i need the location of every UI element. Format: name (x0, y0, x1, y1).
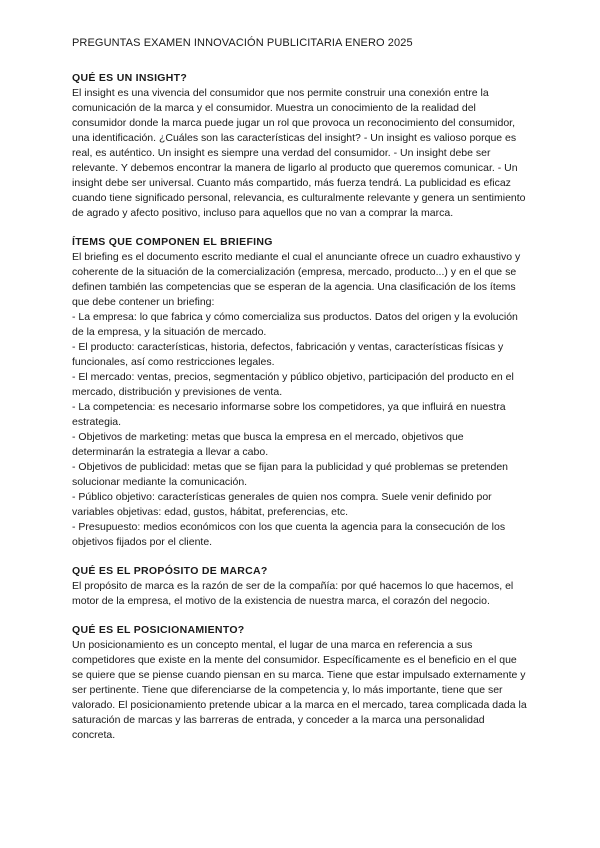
list-item: - Público objetivo: características generales de quien nos compra. Suele venir definido por variables objetivas: edad, gustos, hábitat, preferencias, etc. (72, 491, 492, 518)
paragraph: El propósito de marca es la razón de ser de la compañía: por qué hacemos lo que hacemos, el motor de la empresa, el motivo de la existencia de nuestra marca, el corazón del negocio. (72, 580, 514, 607)
section-posicionamiento (72, 623, 528, 743)
section-briefing (72, 235, 528, 550)
list-item: - Objetivos de publicidad: metas que se fijan para la publicidad y qué problemas se pretenden solucionar mediante la comunicación. (72, 461, 509, 488)
section-title: QUÉ ES EL POSICIONAMIENTO? (72, 624, 245, 636)
list-item: - El mercado: ventas, precios, segmentación y público objetivo, participación del producto en el mercado, distribución y previsiones de venta. (72, 371, 514, 398)
paragraph: El insight es una vivencia del consumidor que nos permite construir una conexión entre la comunicación de la marca y el consumidor. Muestra un conocimiento de la realidad del consumidor donde la marca puede jugar un rol que provoca un reconocimiento del consumidor, una identificación. ¿Cuáles son las características del insight? - Un insight es valioso porque es real, es auténtico. Un insight es siempre una verdad del consumidor. - Un insight debe ser relevante. Y debemos encontrar la manera de ligarlo al producto que queremos comunicar. - Un insight debe ser universal. Cuanto más compartido, más fuerza tendrá. La publicidad es eficaz cuando tiene significado personal, relevancia, es culturalmente relevante y genera un sentimiento de agrado y afecto positivo, incluso para aquellos que no van a comprar la marca. (72, 87, 526, 219)
paragraph: Un posicionamiento es un concepto mental, el lugar de una marca en referencia a sus competidores que existe en la mente del consumidor. Específicamente es el beneficio en el que se quiere que se piense cuando piensan en su marca. Tiene que estar impulsado externamente y ser pertinente. Tiene que diferenciarse de la competencia y, lo más importante, tiene que ser valorado. El posicionamiento pretende ubicar a la marca en el mercado, tarea complicada dada la saturación de marcas y las barreras de entrada, y conceder a la marca una personalidad concreta. (72, 639, 527, 741)
section-title: ÍTEMS QUE COMPONEN EL BRIEFING (72, 236, 273, 248)
section-insight (72, 71, 528, 221)
list-item: - El producto: características, historia, defectos, fabricación y ventas, características físicas y funcionales, así como restricciones legales. (72, 341, 504, 368)
section-title: QUÉ ES EL PROPÓSITO DE MARCA? (72, 565, 268, 577)
list-item: - La competencia: es necesario informarse sobre los competidores, ya que influirá en nuestra estrategia. (72, 401, 506, 428)
section-proposito (72, 564, 528, 609)
paragraph: El briefing es el documento escrito mediante el cual el anunciante ofrece un cuadro exhaustivo y coherente de la situación de la comercialización (empresa, mercado, producto...) y en el que se definen también las competencias que se esperan de la agencia. Una clasificación de los ítems que debe contener un briefing: (72, 251, 521, 308)
section-title: QUÉ ES UN INSIGHT? (72, 72, 188, 84)
list-item: - Presupuesto: medios económicos con los que cuenta la agencia para la consecución de los objetivos fijados por el cliente. (72, 521, 506, 548)
list-item: - Objetivos de marketing: metas que busca la empresa en el mercado, objetivos que determinarán la estrategia a llevar a cabo. (72, 431, 464, 458)
document-page (72, 36, 528, 757)
document-header: PREGUNTAS EXAMEN INNOVACIÓN PUBLICITARIA ENERO 2025 (72, 37, 413, 49)
list-item: - La empresa: lo que fabrica y cómo comercializa sus productos. Datos del origen y la evolución de la empresa, y la situación de mercado. (72, 311, 518, 338)
